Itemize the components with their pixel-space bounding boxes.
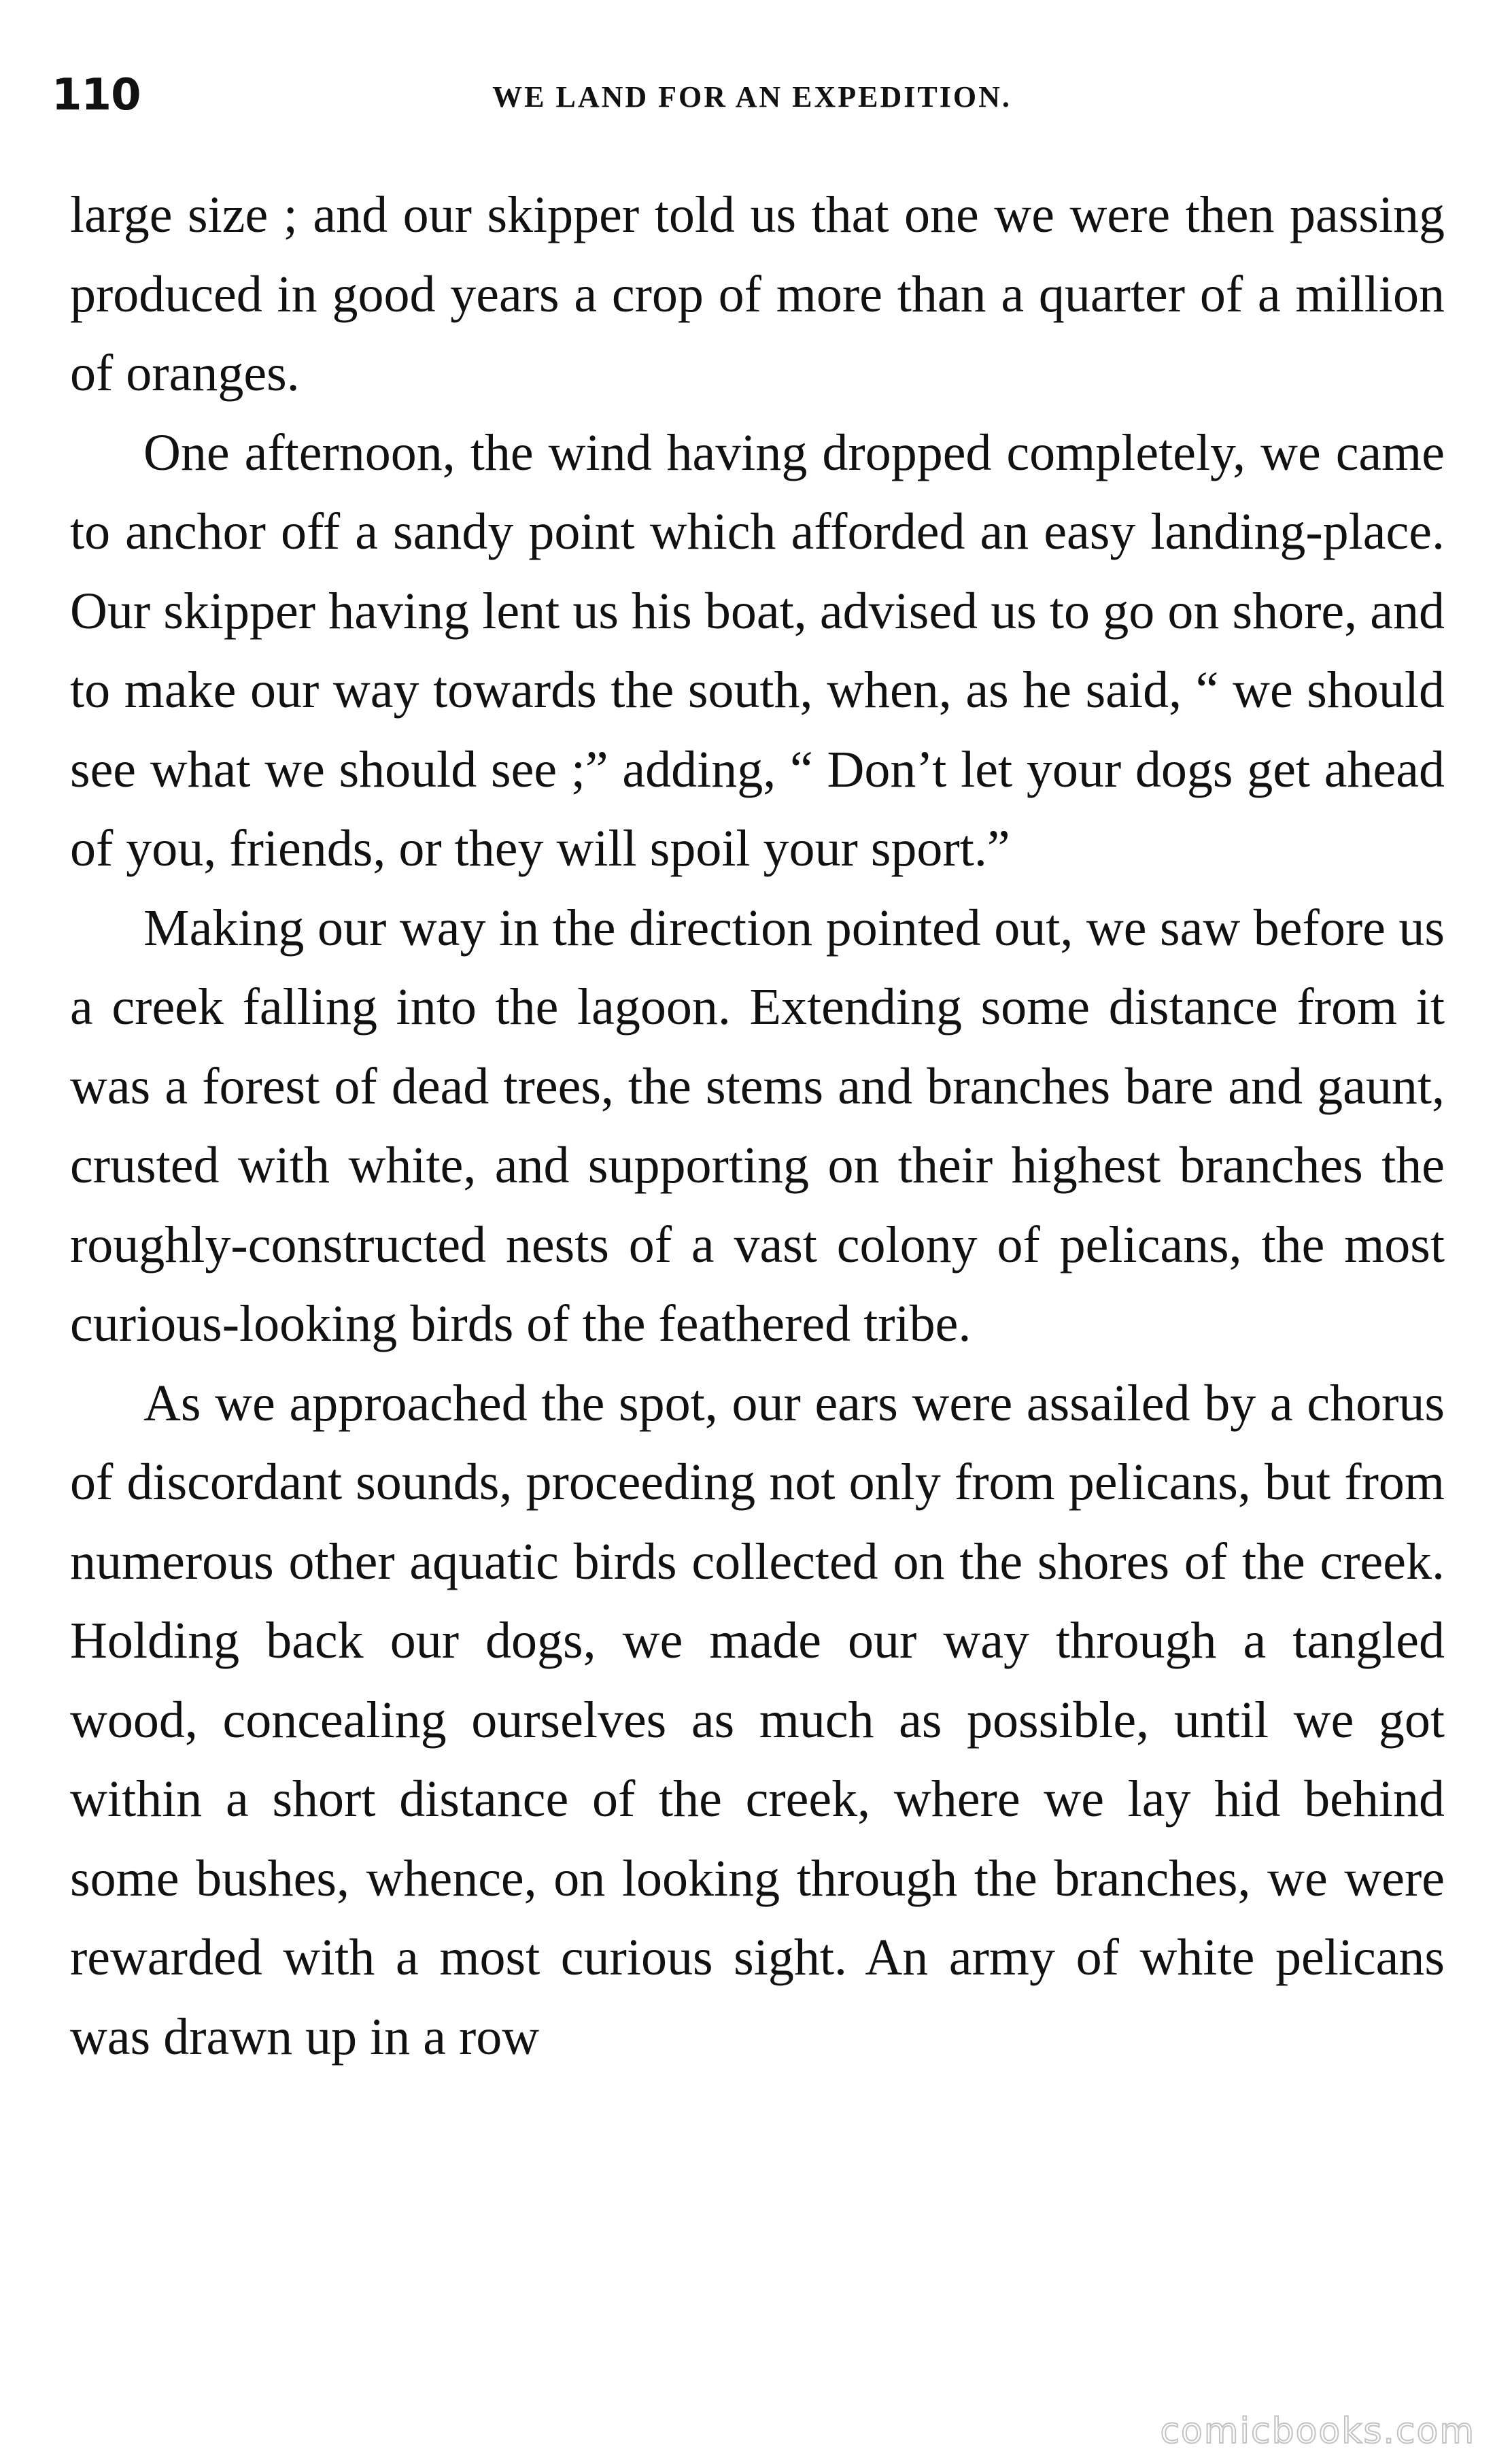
running-head: WE LAND FOR AN EXPEDITION. [492,80,1012,114]
paragraph-continuation: large size ; and our skipper told us that one we were then passing produced in good years a crop of more than a quarter of a million of oranges. [70,186,1445,402]
body-text [70,175,1445,2076]
watermark: comicbooks.com [1160,2411,1475,2452]
paragraph: Making our way in the direction pointed out, we saw before us a creek falling into the lagoon. Extending some distance from it was a forest of dead trees, the stems and branches bare and gaunt, crusted with white, and supporting on their highest branches the roughly-constructed nests of a vast colony of pelicans, the most curious-looking birds of the feathered tribe. [70,899,1445,1352]
paragraph: As we approached the spot, our ears were assailed by a chorus of discordant sounds, proceeding not only from pelicans, but from numerous other aquatic birds collected on the shores of the creek. Holding back our dogs, we made our way through a tangled wood, concealing ourselves as much as possible, until we got within a short distance of the creek, where we lay hid behind some bushes, whence, on looking through the branches, we were rewarded with a most curious sight. An army of white pelicans was drawn up in a row [70,1374,1445,2066]
paragraph: One afternoon, the wind having dropped completely, we came to anchor off a sandy point which afforded an easy landing-place. Our skipper having lent us his boat, advised us to go on shore, and to make our way towards the south, when, as he said, “ we should see what we should see ;” adding, “ Don’t let your dogs get ahead of you, friends, or they will spoil your sport.” [70,424,1445,877]
page-number: 110 [52,70,141,120]
page-header [52,65,1452,126]
